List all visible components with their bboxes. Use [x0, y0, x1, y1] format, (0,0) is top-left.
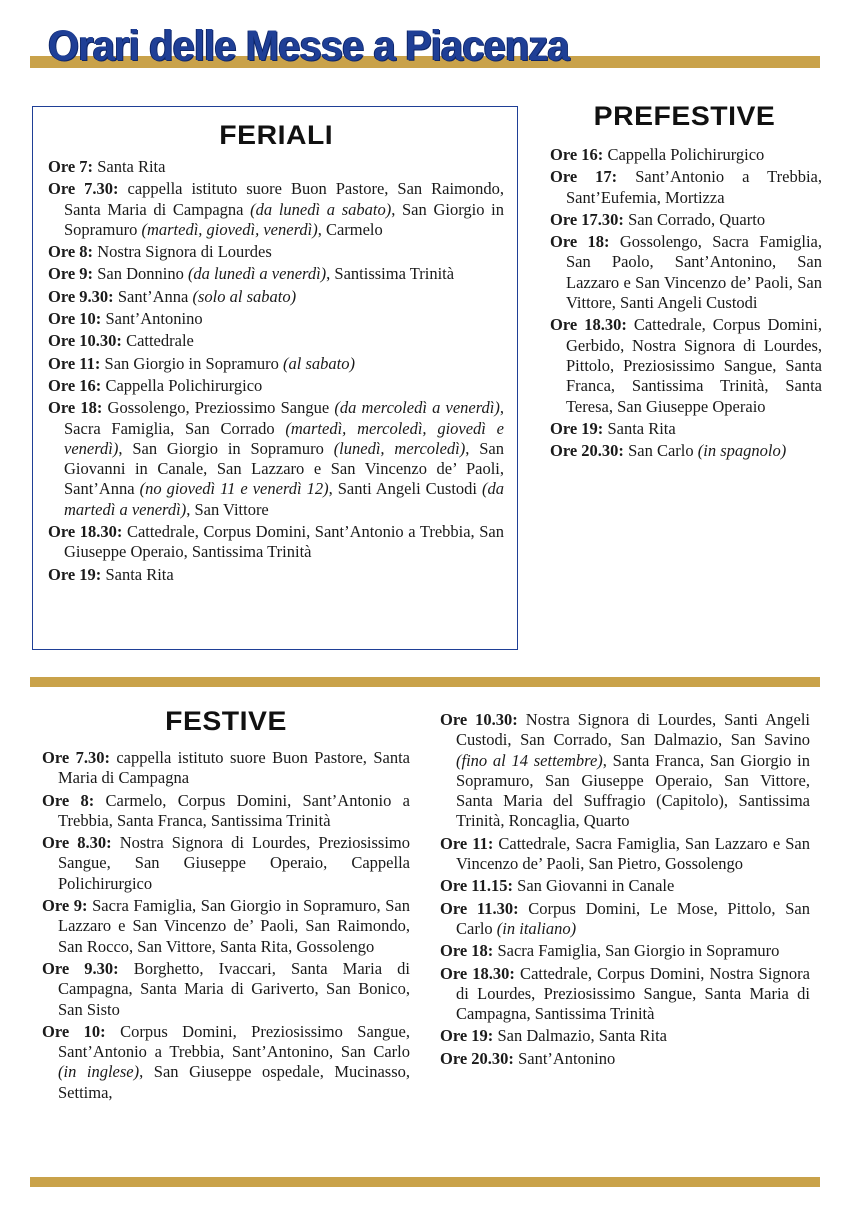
entry-churches: Carmelo, Corpus Domini, Sant’Antonio a Trebbia, Santa Franca, Santissima Trinità	[58, 790, 410, 830]
entry-time: Ore 19:	[550, 418, 604, 438]
entry-time: Ore 20.30:	[440, 1048, 514, 1068]
entry-time: Ore 18:	[48, 398, 103, 418]
schedule-entry	[440, 899, 810, 940]
entry-note: (lunedì, mercoledì)	[333, 438, 466, 458]
entry-time: Ore 18.30:	[440, 963, 515, 983]
entry-churches: San Corrado, Quarto	[623, 209, 766, 229]
entry-time: Ore 9.30:	[48, 286, 114, 306]
entry-note: (solo al sabato)	[192, 286, 297, 306]
prefestive-heading: PREFESTIVE	[593, 101, 776, 131]
entry-churches: Cappella Polichirurgico	[603, 145, 765, 164]
entry-note: (da lunedì a sabato)	[250, 199, 392, 219]
entry-churches: , Santi Angeli Custodi	[328, 479, 482, 499]
entry-churches: Gossolengo, Sacra Famiglia, San Paolo, Sant’Antonino, San Lazzaro e San Vincenzo de’ Paoli, San Vittore, Santi Angeli Custodi	[566, 232, 822, 313]
entry-note: (in spagnolo)	[697, 441, 787, 461]
entry-churches: San Giorgio in Sopramuro	[100, 353, 283, 373]
entry-churches: Borghetto, Ivaccari, Santa Maria di Campagna, Santa Maria di Gariverto, San Bonico, San Sisto	[58, 958, 410, 1019]
entry-time: Ore 10.30:	[48, 331, 122, 351]
festive-heading: FESTIVE	[165, 706, 287, 736]
entry-churches: San Dalmazio, Santa Rita	[493, 1026, 667, 1046]
entry-note: (in italiano)	[496, 918, 577, 938]
entry-time: Ore 19:	[440, 1026, 494, 1046]
schedule-entry	[42, 896, 410, 957]
schedule-entry	[48, 398, 504, 520]
entry-churches: Cappella Polichirurgico	[101, 375, 263, 395]
entry-time: Ore 17.30:	[550, 209, 624, 229]
entry-time: Ore 18:	[550, 232, 610, 252]
entry-time: Ore 8:	[42, 790, 95, 810]
festive-list-left	[42, 748, 410, 1105]
entry-churches: Nostra Signora di Lourdes, Santi Angeli Custodi, San Corrado, San Dalmazio, San Savino	[456, 710, 810, 750]
entry-time: Ore 11.30:	[440, 898, 519, 918]
entry-time: Ore 11:	[48, 353, 101, 373]
entry-time: Ore 9:	[48, 264, 94, 284]
schedule-entry	[48, 331, 504, 351]
schedule-entry	[48, 376, 504, 396]
entry-note: (da mercoledì a venerdì)	[334, 398, 500, 418]
entry-churches: , Santa Franca, San Giorgio in Sopramuro, San Giuseppe Operaio, San Vittore, Santa Maria del Suffragio (Capitolo), Santissima Trinità, Roncaglia, Quarto	[456, 750, 810, 831]
schedule-entry	[48, 157, 504, 177]
entry-time: Ore 19:	[48, 564, 102, 584]
schedule-entry	[440, 941, 810, 961]
entry-churches: Corpus Domini, Preziosissimo Sangue, Sant’Antonio a Trebbia, Sant’Antonino, San Carlo	[58, 1021, 410, 1062]
entry-time: Ore 16:	[48, 375, 102, 395]
entry-churches: Gossolengo, Preziossimo Sangue	[102, 398, 335, 418]
schedule-entry	[440, 876, 810, 896]
schedule-entry	[42, 791, 410, 832]
entry-churches: Santa Rita	[603, 418, 676, 438]
entry-note: (da lunedì a venerdì)	[187, 264, 327, 284]
entry-time: Ore 18:	[440, 941, 494, 961]
schedule-entry	[48, 179, 504, 240]
entry-churches: Nostra Signora di Lourdes, Preziosissimo Sangue, San Giuseppe Operaio, Cappella Polichirurgico	[58, 833, 410, 893]
entry-time: Ore 11.15:	[440, 876, 514, 896]
entry-note: (no giovedì 11 e venerdì 12)	[139, 479, 329, 499]
schedule-entry	[42, 748, 410, 789]
entry-note: (in inglese)	[58, 1062, 140, 1082]
entry-time: Ore 11:	[440, 833, 494, 853]
entry-note: (martedì, mercoledì, giovedì e venerdì)	[64, 418, 504, 458]
entry-churches: Sant’Anna	[113, 286, 193, 306]
entry-time: Ore 7.30:	[48, 179, 119, 199]
prefestive-list	[550, 145, 822, 463]
schedule-entry	[48, 264, 504, 284]
schedule-entry	[440, 1049, 810, 1069]
entry-churches: Sant’Antonino	[101, 309, 203, 329]
entry-time: Ore 18.30:	[550, 315, 627, 335]
entry-time: Ore 18.30:	[48, 522, 123, 542]
entry-churches: Nostra Signora di Lourdes	[93, 242, 272, 262]
bottom-bar	[30, 1177, 820, 1187]
entry-note: (martedì, giovedì, venerdì)	[141, 219, 318, 239]
entry-churches: , San Giorgio in Sopramuro	[118, 438, 334, 458]
entry-time: Ore 8.30:	[42, 833, 112, 853]
entry-time: Ore 7.30:	[42, 748, 110, 767]
entry-churches: Sacra Famiglia, San Giorgio in Sopramuro, San Lazzaro e San Vincenzo de’ Paoli, San Raimondo, San Rocco, San Vittore, Santa Rita, Gossolengo	[58, 896, 410, 956]
entry-time: Ore 16:	[550, 145, 604, 164]
feriali-list	[48, 157, 504, 587]
feriali-heading: FERIALI	[219, 120, 334, 150]
entry-time: Ore 10.30:	[440, 710, 518, 729]
entry-churches: Santa Rita	[101, 564, 174, 584]
schedule-entry	[550, 419, 822, 439]
entry-churches: San Giovanni in Canale	[513, 876, 675, 896]
entry-time: Ore 9:	[42, 896, 88, 916]
schedule-entry	[440, 710, 810, 832]
entry-churches: , Carmelo	[317, 219, 383, 239]
schedule-entry	[550, 232, 822, 313]
schedule-entry	[48, 522, 504, 563]
schedule-entry	[42, 959, 410, 1020]
entry-churches: , San Giovanni in Canale, San Lazzaro e San Vincenzo de’ Paoli, Sant’Anna	[64, 438, 504, 499]
entry-churches: San Carlo	[623, 441, 698, 461]
section-divider-bar	[30, 677, 820, 687]
entry-churches: Cattedrale, Corpus Domini, Nostra Signora di Lourdes, Preziosissimo Sangue, Santa Maria di Campagna, Santissima Trinità	[456, 963, 810, 1024]
schedule-entry	[48, 309, 504, 329]
entry-churches: Cattedrale, Sacra Famiglia, San Lazzaro e San Vincenzo de’ Paoli, San Pietro, Gossolengo	[456, 833, 810, 874]
entry-time: Ore 9.30:	[42, 958, 119, 978]
entry-churches: , Santissima Trinità	[326, 264, 455, 284]
entry-churches: Cattedrale, Corpus Domini, Gerbido, Nostra Signora di Lourdes, Pittolo, Preziosissimo Sangue, Santa Franca, Santissima Trinità, Santa Teresa, San Giuseppe Operaio	[566, 315, 822, 416]
entry-churches: Cattedrale, Corpus Domini, Sant’Antonio a Trebbia, San Giuseppe Operaio, Santissima Trinità	[64, 522, 504, 562]
entry-churches: , San Giuseppe ospedale, Mucinasso, Settima,	[58, 1062, 411, 1102]
schedule-entry	[48, 354, 504, 374]
festive-list-right	[440, 710, 810, 1071]
schedule-entry	[550, 315, 822, 416]
entry-churches: Sant’Antonio a Trebbia, Sant’Eufemia, Mortizza	[566, 167, 822, 207]
entry-churches: , San Vittore	[186, 499, 269, 519]
schedule-entry	[550, 441, 822, 461]
entry-time: Ore 10:	[42, 1021, 106, 1041]
schedule-entry	[42, 1022, 410, 1103]
entry-churches: San Donnino	[93, 264, 188, 284]
entry-churches: Sacra Famiglia, San Giorgio in Sopramuro	[493, 941, 780, 961]
schedule-entry	[440, 834, 810, 875]
schedule-entry	[48, 242, 504, 262]
entry-churches: cappella istituto suore Buon Pastore, Santa Maria di Campagna	[58, 748, 410, 788]
entry-time: Ore 8:	[48, 242, 94, 262]
schedule-entry	[550, 210, 822, 230]
entry-time: Ore 20.30:	[550, 441, 624, 461]
page-title: Orari delle Messe a Piacenza	[48, 22, 569, 70]
entry-churches: Corpus Domini, Le Mose, Pittolo, San Carlo	[456, 898, 810, 938]
entry-churches: Cattedrale	[121, 331, 194, 351]
entry-churches: cappella istituto suore Buon Pastore, San Raimondo, Santa Maria di Campagna	[64, 179, 504, 219]
schedule-entry	[48, 565, 504, 585]
entry-time: Ore 17:	[550, 167, 618, 187]
schedule-entry	[550, 167, 822, 208]
entry-time: Ore 7:	[48, 157, 94, 176]
entry-note: (al sabato)	[282, 353, 355, 373]
schedule-entry	[42, 833, 410, 894]
entry-note: (da martedì a venerdì)	[64, 479, 504, 519]
schedule-entry	[550, 145, 822, 165]
entry-churches: , San Giorgio in Sopramuro	[64, 199, 504, 239]
entry-churches: , Sacra Famiglia, San Corrado	[64, 398, 504, 438]
entry-note: (fino al 14 settembre)	[456, 750, 603, 770]
schedule-entry	[440, 964, 810, 1025]
schedule-entry	[440, 1026, 810, 1046]
entry-churches: Sant’Antonino	[513, 1048, 616, 1068]
entry-time: Ore 10:	[48, 309, 102, 329]
entry-churches: Santa Rita	[93, 157, 166, 176]
schedule-entry	[48, 287, 504, 307]
